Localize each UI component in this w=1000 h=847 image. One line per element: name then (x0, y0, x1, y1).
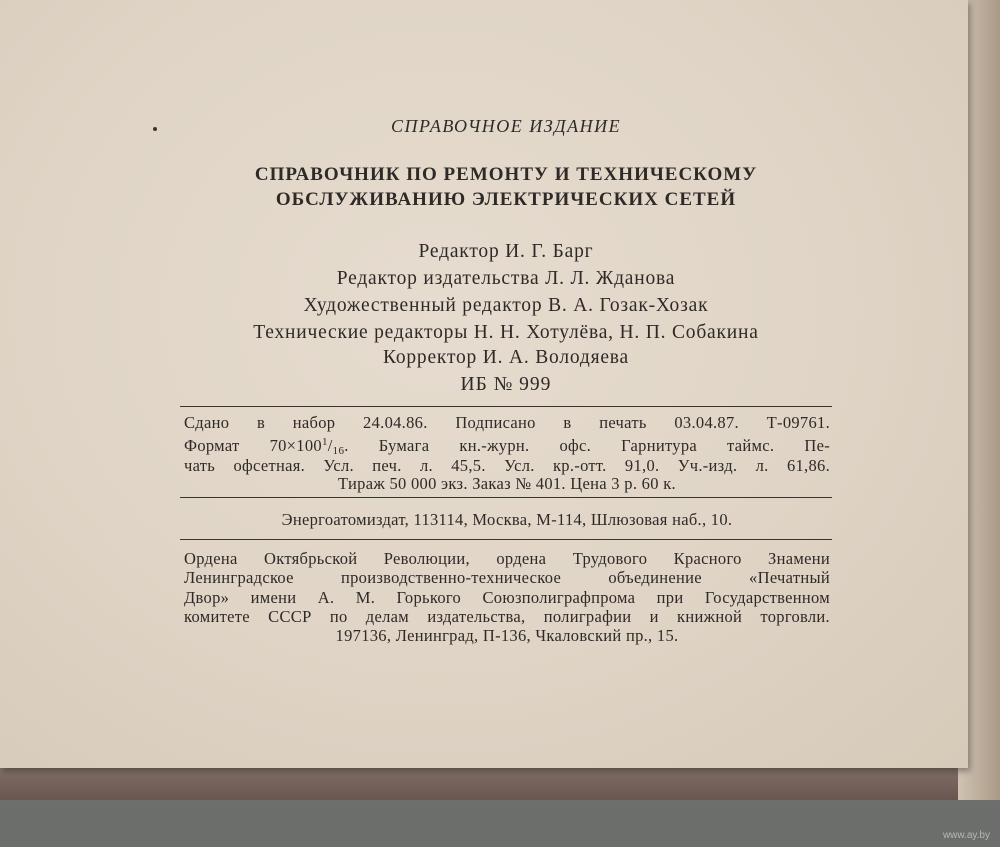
book-title-line-1: СПРАВОЧНИК ПО РЕМОНТУ И ТЕХНИЧЕСКОМУ (254, 164, 758, 185)
ink-dot (153, 127, 157, 131)
imprint-format-slash: / (327, 436, 333, 455)
imprint-format-numerator: 1 (321, 436, 328, 448)
publisher-address: Энергоатомиздат, 113114, Москва, М-114, Шлюзовая наб., 10. (281, 510, 733, 529)
divider-bottom (180, 539, 832, 540)
printer-line-2: Ленинградское производственно-техническое объединение «Печатный (184, 568, 830, 587)
series-label: СПРАВОЧНОЕ ИЗДАНИЕ (390, 116, 622, 136)
staff-art-editor: Художественный редактор В. А. Гозак-Хозак (303, 295, 709, 316)
staff-technical-editors: Технические редакторы Н. Н. Хотулёва, Н. П. Собакина (253, 322, 759, 343)
staff-proofreader: Корректор И. А. Володяева (382, 347, 630, 368)
book-title-line-2: ОБСЛУЖИВАНИЮ ЭЛЕКТРИЧЕСКИХ СЕТЕЙ (275, 189, 737, 210)
divider-top (180, 406, 832, 407)
imprint-line-2 (184, 436, 830, 457)
printer-line-3: Двор» имени А. М. Горького Союзполиграфпрома при Государственном (184, 588, 830, 607)
printer-line-1: Ордена Октябрьской Революции, ордена Трудового Красного Знамени (184, 549, 830, 568)
imprint-format: Формат 70×100 (184, 436, 322, 455)
printer-address: 197136, Ленинград, П-136, Чкаловский пр., 15. (335, 626, 679, 645)
imprint-paper: . Бумага кн.-журн. офс. Гарнитура таймс. Пе- (344, 436, 830, 455)
watermark: www.ay.by (942, 830, 990, 841)
ib-number: ИБ № 999 (460, 374, 552, 395)
imprint-format-denominator: 16 (332, 445, 345, 457)
imprint-line-1: Сдано в набор 24.04.86. Подписано в печать 03.04.87. Т-09761. (184, 413, 830, 432)
imprint-line-4: Тираж 50 000 экз. Заказ № 401. Цена 3 р. 60 к. (338, 474, 676, 493)
staff-publisher-editor: Редактор издательства Л. Л. Жданова (336, 268, 676, 289)
imprint-line-3: чать офсетная. Усл. печ. л. 45,5. Усл. кр.-отт. 91,0. Уч.-изд. л. 61,86. (184, 456, 830, 475)
staff-editor: Редактор И. Г. Барг (418, 241, 594, 262)
printer-line-4: комитете СССР по делам издательства, полиграфии и книжной торговли. (184, 607, 830, 626)
divider-middle (180, 497, 832, 498)
